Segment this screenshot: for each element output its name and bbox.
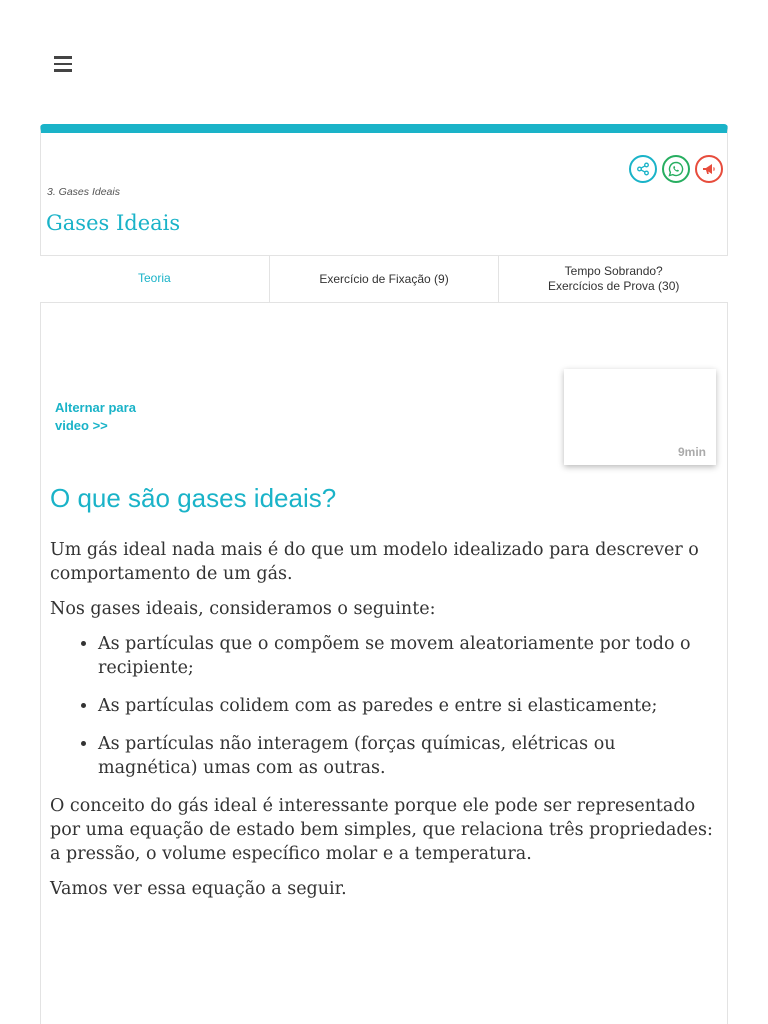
list-item: • As partículas que o compõem se movem aleatoriamente por todo o recipiente; xyxy=(98,632,720,680)
share-button[interactable] xyxy=(629,155,657,183)
hamburger-menu-icon[interactable] xyxy=(54,56,76,78)
tab-bar xyxy=(40,255,728,303)
share-icon xyxy=(636,162,650,176)
tab-exercicio-fixacao[interactable]: Exercício de Fixação (9) xyxy=(269,256,499,302)
article-paragraph: Um gás ideal nada mais é do que um modelo idealizado para descrever o comportamento de um gás. xyxy=(50,540,699,584)
toggle-video-line1: Alternar para xyxy=(55,400,136,415)
lesson-card xyxy=(40,124,728,1024)
video-thumbnail[interactable] xyxy=(564,369,716,465)
article-paragraph: O conceito do gás ideal é interessante porque ele pode ser representado por uma equação de estado bem simples, que relaciona três propriedades: a pressão, o volume específico molar e a temperatura. xyxy=(50,796,713,864)
article-list xyxy=(50,632,720,780)
article-paragraph: Vamos ver essa equação a seguir. xyxy=(50,879,347,899)
tab-label-line2: Exercícios de Prova (30) xyxy=(547,279,680,293)
toggle-video-link[interactable] xyxy=(55,399,165,435)
tab-teoria[interactable]: Teoria xyxy=(40,256,269,302)
list-item: • As partículas não interagem (forças químicas, elétricas ou magnética) umas com as outras. xyxy=(98,732,720,780)
whatsapp-icon xyxy=(668,161,684,177)
megaphone-icon xyxy=(701,161,717,177)
page-title: Gases Ideais xyxy=(46,211,181,235)
article-heading: O que são gases ideais? xyxy=(50,483,337,513)
article-paragraph: Nos gases ideais, consideramos o seguinte: xyxy=(50,599,436,619)
whatsapp-button[interactable] xyxy=(662,155,690,183)
tab-exercicios-prova[interactable] xyxy=(498,256,728,302)
video-duration: 9min xyxy=(677,445,706,459)
action-buttons xyxy=(629,155,723,183)
toggle-video-line2: video >> xyxy=(55,418,108,433)
article-content xyxy=(50,483,720,912)
tab-label-line1: Tempo Sobrando? xyxy=(564,264,663,278)
report-button[interactable] xyxy=(695,155,723,183)
list-item: • As partículas colidem com as paredes e entre si elasticamente; xyxy=(98,694,720,718)
breadcrumb[interactable]: 3. Gases Ideais xyxy=(47,186,120,198)
